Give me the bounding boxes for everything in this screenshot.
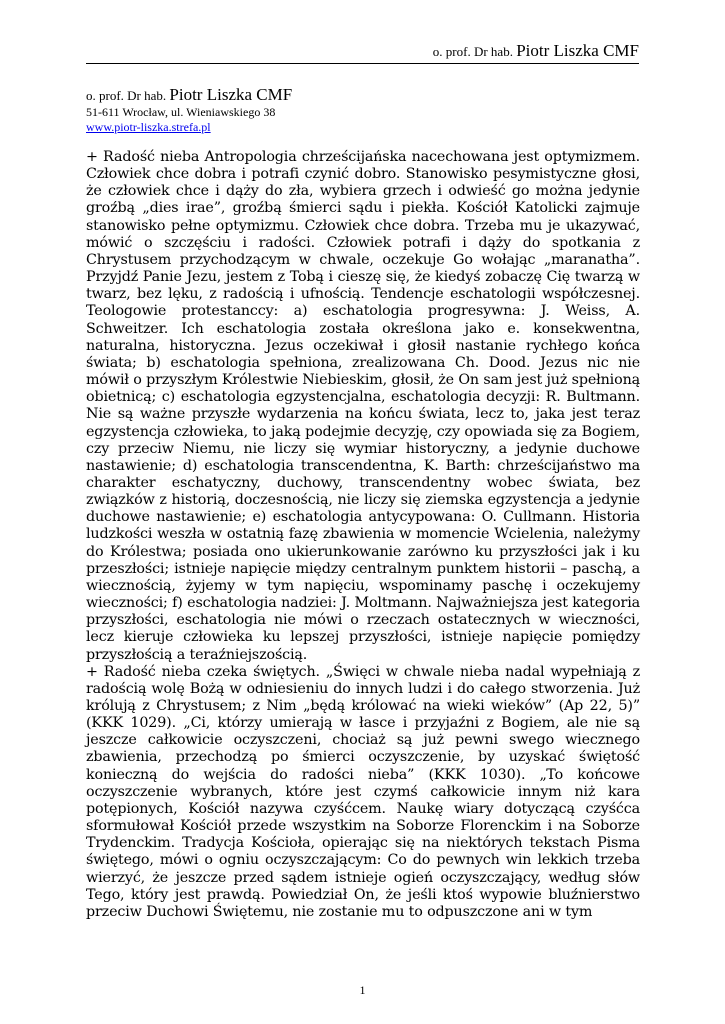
running-header xyxy=(433,41,639,61)
paragraph-radosc-nieba: + Radość nieba Antropologia chrześcijańska nacechowana jest optymizmem. Człowiek chce dobra i potrafi czynić dobro. Stanowisko pesymistyczne głosi, że człowiek chce i dąży do zła, wybiera grzech i odwieść go można jedynie groźbą „dies irae”, groźbą śmierci sądu i piekła. Kościół Katolicki zajmuje stanowisko pełne optymizmu. Człowiek chce dobra. Trzeba mu je ukazywać, mówić o szczęściu i radości. Człowiek potrafi i dąży do spotkania z Chrystusem przychodzącym w chwale, oczekuje Go wołając „maranatha”. Przyjdź Panie Jezu, jestem z Tobą i cieszę się, że kiedyś zobaczę Cię twarzą w twarz, bez lęku, z radością i ufnością. Tendencje eschatologii współczesnej. Teologowie protestanccy: a) eschatologia progresywna: J. Weiss, A. Schweitzer. Ich eschatologia została określona jako e. konsekwentna, naturalna, historyczna. Jezus oczekiwał i głosił nastanie rychłego końca świata; b) eschatologia spełniona, zrealizowana Ch. Dood. Jezus nic nie mówił o przyszłym Królestwie Niebieskim, głosił, że On sam jest już spełnioną obietnicą; c) eschatologia egzystencjalna, eschatologia decyzji: R. Bultmann. Nie są ważne przyszłe wydarzenia na końcu świata, lecz to, jaka jest teraz egzystencja człowieka, to jaką podejmie decyzję, czy opowiada się za Bogiem, czy przeciw Niemu, nie liczy się wymiar historyczny, a jedynie duchowe nastawienie; d) eschatologia transcendentna, K. Barth: chrześcijaństwo ma charakter eschatyczny, duchowy, transcendentny wobec świata, bez związków z historią, doczesnością, nie liczy się ziemska egzystencja a jedynie duchowe nastawienie; e) eschatologia antycypowana: O. Cullmann. Historia ludzkości weszła w ostatnią fazę zbawienia w momencie Wcielenia, należymy do Królestwa; posiada ono ukierunkowanie zarówno ku przyszłości jak i ku przeszłości; istnieje napięcie między centralnym punktem historii – paschą, a wiecznością, żyjemy w tym napięciu, wspominamy paschę i oczekujemy wieczności; f) eschatologia nadziei: J. Moltmann. Najważniejsza jest kategoria przyszłości, eschatologia nie mówi o rzeczach ostatecznych w wieczności, lecz kieruje człowieka ku lepszej przyszłości, istnieje napięcie pomiędzy przyszłością a teraźniejszością. xyxy=(86,149,640,663)
page-number: 1 xyxy=(359,983,366,997)
author-line xyxy=(86,87,292,103)
author-block xyxy=(86,87,292,135)
running-header-author-name: Piotr Liszka CMF xyxy=(516,41,639,60)
running-header-prefix: o. prof. Dr hab. xyxy=(432,44,517,59)
author-name: Piotr Liszka CMF xyxy=(169,85,293,104)
author-address: 51-611 Wrocław, ul. Wieniawskiego 38 xyxy=(86,105,276,119)
author-website-link[interactable]: www.piotr-liszka.strefa.pl xyxy=(86,120,211,134)
header-divider xyxy=(86,63,639,64)
author-title: o. prof. Dr hab. xyxy=(86,88,170,103)
paragraph-radosc-swietych: + Radość nieba czeka świętych. „Święci w chwale nieba nadal wypełniają z radością wolę Bożą w odniesieniu do innych ludzi i do całego stworzenia. Już królują z Chrystusem; z Nim „będą królować na wieki wieków” (Ap 22, 5)” (KKK 1029). „Ci, którzy umierają w łasce i przyjaźni z Bogiem, ale nie są jeszcze całkowicie oczyszczeni, chociaż są już pewni swego wiecznego zbawienia, przechodzą po śmierci oczyszczenie, by uzyskać świętość konieczną do wejścia do radości nieba” (KKK 1030). „To końcowe oczyszczenie wybranych, które jest czymś całkowicie innym niż kara potępionych, Kościół nazywa czyśćcem. Naukę wiary dotyczącą czyśćca sformułował Kościół przede wszystkim na Soborze Florenckim i na Soborze Trydenckim. Tradycja Kościoła, opierając się na niektórych tekstach Pisma świętego, mówi o ogniu oczyszczającym: Co do pewnych win lekkich trzeba wierzyć, że jeszcze przed sądem istnieje ogień oczyszczający, według słów Tego, który jest prawdą. Powiedział On, że jeśli ktoś wypowie bluźnierstwo przeciw Duchowi Świętemu, nie zostanie mu to odpuszczone ani w tym xyxy=(86,663,640,920)
body-text xyxy=(86,149,640,921)
